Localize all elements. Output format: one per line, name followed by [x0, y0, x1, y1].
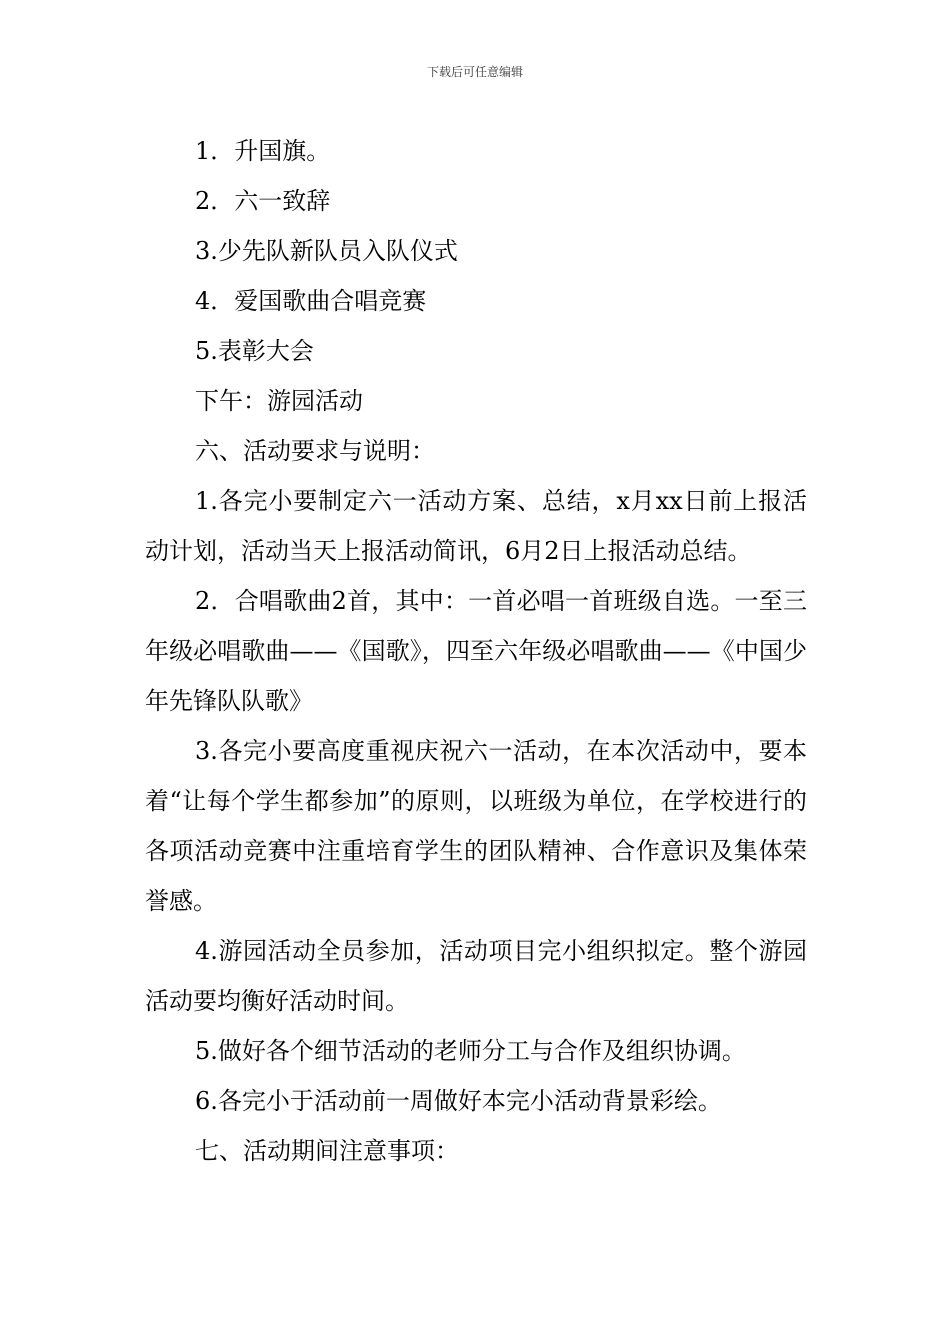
paragraph: 2．六一致辞: [195, 187, 331, 215]
paragraph: 3.少先队新队员入队仪式: [195, 237, 458, 265]
paragraph: 4.游园活动全员参加，活动项目完小组织拟定。整个游园活动要均衡好活动时间。: [145, 937, 807, 1015]
paragraph: 下午：游园活动: [195, 387, 363, 415]
page-header: 下载后可任意编辑: [426, 65, 523, 79]
paragraph: 3.各完小要高度重视庆祝六一活动，在本次活动中，要本着“让每个学生都参加”的原则，以班级为单位，在学校进行的各项活动竞赛中注重培育学生的团队精神、合作意识及集体荣誉感。: [145, 737, 807, 915]
paragraph: 6.各完小于活动前一周做好本完小活动背景彩绘。: [195, 1087, 722, 1115]
section-heading: 七、活动期间注意事项：: [195, 1137, 459, 1165]
document-body: [145, 126, 807, 1176]
paragraph: 5.做好各个细节活动的老师分工与合作及组织协调。: [195, 1037, 746, 1065]
paragraph: 1．升国旗。: [195, 137, 331, 165]
paragraph: 5.表彰大会: [195, 337, 314, 365]
paragraph: 1.各完小要制定六一活动方案、总结，x月xx日前上报活动计划，活动当天上报活动简讯，6月2日上报活动总结。: [145, 487, 807, 565]
section-heading: 六、活动要求与说明：: [195, 437, 435, 465]
paragraph: 2．合唱歌曲2首，其中：一首必唱一首班级自选。一至三年级必唱歌曲——《国歌》，四至六年级必唱歌曲——《中国少年先锋队队歌》: [145, 587, 807, 715]
paragraph: 4．爱国歌曲合唱竞赛: [195, 287, 427, 315]
